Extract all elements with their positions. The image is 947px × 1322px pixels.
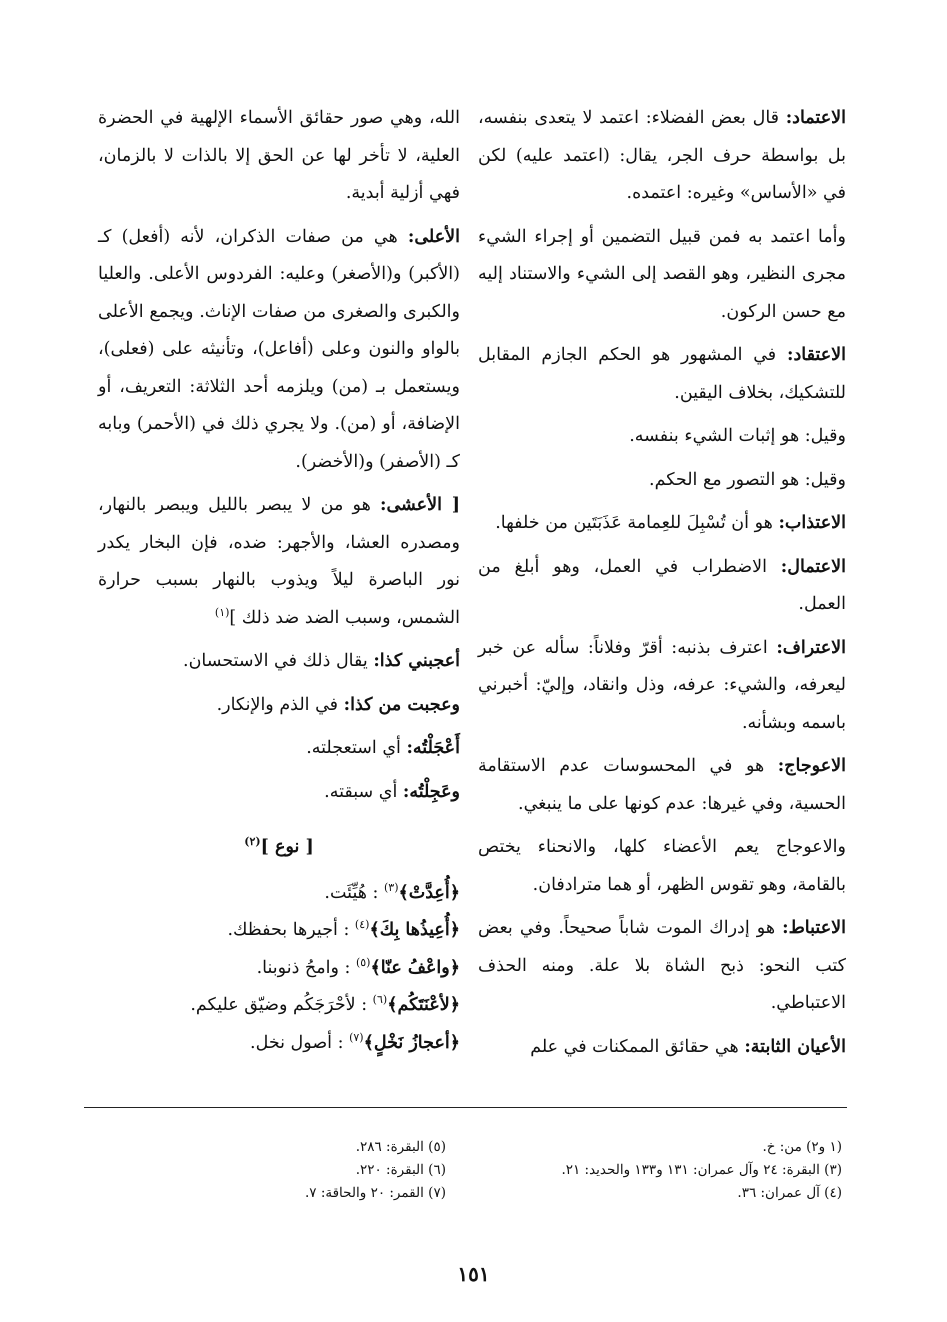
footnote-marker: (٧) [349,1030,364,1044]
entry-text: الله، وهي صور حقائق الأسماء الإلهية في الحضرة العلية، لا تأخر لها عن الحق إلا بالذات لا بالزمان، فهي أزلية أبدية. [98,108,460,203]
entry-itiqad-variant-2 [478,462,846,500]
entry-term: أعجبني كذا: [373,651,460,671]
entry-ala [98,219,460,482]
footnote-marker: (٢) [244,835,261,849]
entry-ayan-thabita-continued [98,100,460,213]
entry-term: الأعلى: [407,226,460,247]
entry-ajiltuhu [98,774,460,812]
footnote-divider [84,1107,847,1108]
quran-line [98,875,460,913]
entry-itibat [478,910,846,1023]
entry-term: الاعوجاج: [777,756,846,776]
entry-iwijaj [478,748,846,823]
entry-text: وأما اعتمد به فمن قبيل التضمين أو إجراء الشيء مجرى النظير، وهو القصد إلى الشيء والاستناد إليه مع حسن الركون. [478,226,846,322]
entry-text: هو من لا يبصر بالليل ويبصر بالنهار، ومصدره العشا، والأجهر: ضده، فإن البخار يكدر نور الباصرة ليلاً ويذوب بالنهار بسبب حرارة الشمس، وسبب الضد ضد ذلك ] [98,495,460,628]
footnote-marker: (١) [214,605,230,619]
entry-term: الاعتماد: [785,108,846,128]
entry-text: الاضطراب في العمل، وهو أبلغ من العمل. [478,556,846,614]
section-title-text: [ نوع ] [260,837,314,857]
entry-text: وقيل: هو التصور مع الحكم. [649,469,846,490]
footnote-marker: (٦) [372,993,388,1007]
entry-text: هي من صفات الذكران، لأنه (أفعل) كـ (الأكبر) و(الأصغر) وعليه: الفردوس الأعلى. والعليا والكبرى والصغرى من صفات الإناث. ويجمع الأعلى بالواو والنون وعلى (أفاعل)، وتأنيثه على (فعلى)، ويستعمل بـ (من) ويلزمه أحد الثلاثة: التعريف، أو الإضافة، أو (من). ولا يجري ذلك في (الأحمر) وبابه كـ (الأصفر) و(الأخضر). [98,226,460,472]
quran-word: ﴿واعْفُ عنّا﴾ [370,957,460,978]
entry-text: اعترف بذنبه: أقرّ وفلاناً: سأله عن خبر ليعرفه، والشيء: عرفه، وذل وانقاد، وإليّ: أخبرني باسمه وبشأنه. [478,637,846,733]
footnote-marker: (٣) [384,880,399,894]
entry-term: الاعتباط: [782,918,846,938]
footnote-line: (٣) البقرة: ٢٤ وآل عمران: ١٣١ و١٣٣ والحديد: ٢١. [561,1162,842,1178]
entry-term: الاعتقاد: [786,345,846,365]
footnote-line: (١ و٢) من: خ. [762,1139,842,1155]
entry-text: في الذم والإنكار. [216,694,339,715]
entry-ajibtu [98,687,460,725]
quran-line [98,912,460,950]
footnote-marker: (٥) [355,955,371,969]
quran-meaning: : أصول نخل. [250,1032,344,1053]
quran-meaning: : لأحْرَجَكُم وضيّق عليكم. [190,995,368,1015]
entry-term: [ الأعشى: [380,495,460,515]
entry-term: الاعتراف: [776,637,846,658]
entry-term: وعجبت من كذا: [343,694,460,715]
footnote-line: (٧) القمر: ٢٠ والحاقة: ٧. [304,1185,446,1201]
entry-text: أي استعجلته. [306,738,401,758]
entry-text: وقيل: هو إثبات الشيء بنفسه. [629,426,846,446]
quran-word: ﴿أُعِدَّتْ﴾ [398,882,460,903]
entry-itidhab [478,505,846,543]
entry-ayan-thabita [478,1029,846,1067]
entry-text: قال بعض الفضلاء: اعتمد لا يتعدى بنفسه، بل بواسطة حرف الجر، يقال: (اعتمد عليه) لكن في «الأساس» وغيره: اعتمده. [478,108,846,203]
entry-itiqad [478,337,846,412]
entry-text: والاعوجاج يعم الأعضاء كلها، والانحناء يختص بالقامة، وهو تقوس الظهر، أو هما مترادفان. [478,837,846,895]
footnote-marker: (٤) [354,918,370,932]
entry-itiqad-variant-1 [478,418,846,456]
entry-text: في المشهور هو الحكم الجازم المقابل للتشكيك، بخلاف اليقين. [478,345,846,403]
footnote-line: (٦) البقرة: ٢٢٠. [355,1162,446,1178]
entry-text: يقال ذلك في الاستحسان. [183,651,368,671]
footnotes-left [200,1136,446,1205]
entry-itimad-continued [478,219,846,332]
quran-meaning: : أجيرها بحفظك. [227,920,350,940]
section-title [98,829,460,867]
entry-term: أَعْجَلْتُه: [406,738,460,758]
quran-line [98,950,460,988]
entry-term: وعَجِلْتُه: [402,781,460,802]
entry-ajabani [98,643,460,681]
entry-iwijaj-continued [478,829,846,904]
entry-term: الأعيان الثابتة: [744,1036,846,1057]
entry-text: هي حقائق الممكنات في علم [530,1036,739,1057]
footnotes-right [472,1136,842,1205]
quran-word: ﴿لأعْنَتَكُم﴾ [387,995,460,1015]
quran-line [98,987,460,1025]
entry-itimad [478,100,846,213]
footnote-line: (٤) آل عمران: ٣٦. [737,1185,842,1201]
entry-itiraf [478,630,846,743]
entry-term: الاعتذاب: [778,513,846,533]
entry-ajaltuhu [98,730,460,768]
right-text-column [478,100,846,1072]
quran-word: ﴿أُعِيذُها بِكَ﴾ [369,920,460,940]
left-text-column [98,100,460,1062]
page-number: ١٥١ [457,1262,490,1286]
entry-text: أي سبقته. [324,781,398,802]
footnote-line: (٥) البقرة: ٢٨٦. [355,1139,446,1155]
quran-meaning: : هُيِّئَت. [324,882,379,903]
entry-text: هو إدراك الموت شاباً صحيحاً. وفي بعض كتب النحو: ذبح الشاة بلا علة. ومنه الحذف الاعتباطي. [478,918,846,1013]
quran-meaning: : وامحُ ذنوبنا. [256,957,351,978]
quran-word: ﴿أعجازُ نَخْلٍ﴾ [363,1032,460,1053]
entry-asha [98,487,460,637]
entry-itimal [478,549,846,624]
quran-line [98,1025,460,1063]
entry-text: هو أن تُسْبِلَ للعِمامة عَذَبَتَين من خلفها. [495,513,773,533]
entry-text: هو في المحسوسات عدم الاستقامة الحسية، وفي غيرها: عدم كونها على ما ينبغي. [478,756,846,814]
entry-term: الاعتمال: [780,556,846,577]
